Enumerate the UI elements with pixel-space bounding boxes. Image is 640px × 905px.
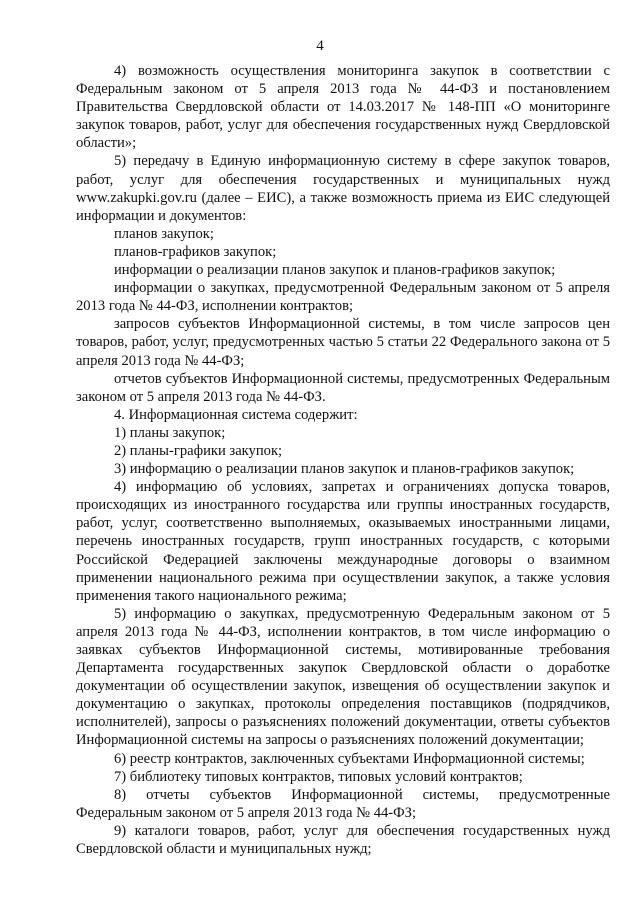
list-item: отчетов субъектов Информационной системы, предусмотренных Федеральным законом от 5 апреля 2013 года № 44-ФЗ. bbox=[76, 370, 610, 405]
list-item: информации о закупках, предусмотренной Федеральным законом от 5 апреля 2013 года № 44-ФЗ, исполнении контрактов; bbox=[76, 280, 610, 315]
list-item: 1) планы закупок; bbox=[114, 424, 226, 441]
list-item: 6) реестр контрактов, заключенных субъектами Информационной системы; bbox=[114, 750, 585, 767]
list-item: 2) планы-графики закупок; bbox=[114, 442, 283, 459]
list-item: 8) отчеты субъектов Информационной системы, предусмотренные Федеральным законом от 5 апреля 2013 года № 44-ФЗ; bbox=[76, 786, 610, 821]
list-item: 5) информацию о закупках, предусмотренную Федеральным законом от 5 апреля 2013 года № 44-ФЗ, исполнении контрактов, в том числе информацию о заявках субъектов Информационной системы, мотивированные требования Департамента государственных закупок Свердловской области о доработке документации об осуществлении закупок, извещения об осуществлении закупок и документацию о закупках, протоколы определения поставщиков (подрядчиков, исполнителей), запросы о разъяснениях положений документации, ответы субъектов Информационной системы на запросы о разъяснениях положений документации; bbox=[76, 605, 610, 749]
section-heading-4: 4. Информационная система содержит: bbox=[114, 406, 358, 423]
paragraph-item-4-monitoring: 4) возможность осуществления мониторинга закупок в соответствии с Федеральным законом от 5 апреля 2013 года № 44-ФЗ и постановлением Правительства Свердловской области от 14.03.2017 № 148-ПП «О мониторинге закупок товаров, работ, услуг для обеспечения государственных нужд Свердловской области»; bbox=[76, 63, 610, 152]
list-item: планов-графиков закупок; bbox=[114, 243, 277, 260]
document-body bbox=[76, 62, 610, 858]
list-item: 9) каталоги товаров, работ, услуг для обеспечения государственных нужд Свердловской области и муниципальных нужд; bbox=[76, 822, 610, 858]
list-item: 4) информацию об условиях, запретах и ограничениях допуска товаров, происходящих из иностранного государства или группы иностранных государств, работ, услуг, соответственно выполняемых, оказываемых иностранными лицами, перечень иностранных государств, групп иностранных государств, с которыми Российской Федерацией заключены международные договоры о взаимном применении национального режима при осуществлении закупок, а также условия применения такого национального режима; bbox=[76, 479, 610, 604]
page-number: 4 bbox=[316, 38, 324, 54]
list-item: 7) библиотеку типовых контрактов, типовых условий контрактов; bbox=[114, 768, 523, 785]
paragraph-item-5-eis-transfer: 5) передачу в Единую информационную систему в сфере закупок товаров, работ, услуг для обеспечения государственных и муниципальных нужд www.zakupki.gov.ru (далее – ЕИС), а также возможность приема из ЕИС следующей информации и документов: bbox=[76, 153, 610, 224]
list-item: информации о реализации планов закупок и планов-графиков закупок; bbox=[114, 262, 556, 279]
list-item: запросов субъектов Информационной системы, в том числе запросов цен товаров, работ, услуг, предусмотренных частью 5 статьи 22 Федерального закона от 5 апреля 2013 года № 44-ФЗ; bbox=[76, 316, 610, 369]
list-item: планов закупок; bbox=[114, 225, 214, 242]
list-item: 3) информацию о реализации планов закупок и планов-графиков закупок; bbox=[114, 461, 575, 478]
